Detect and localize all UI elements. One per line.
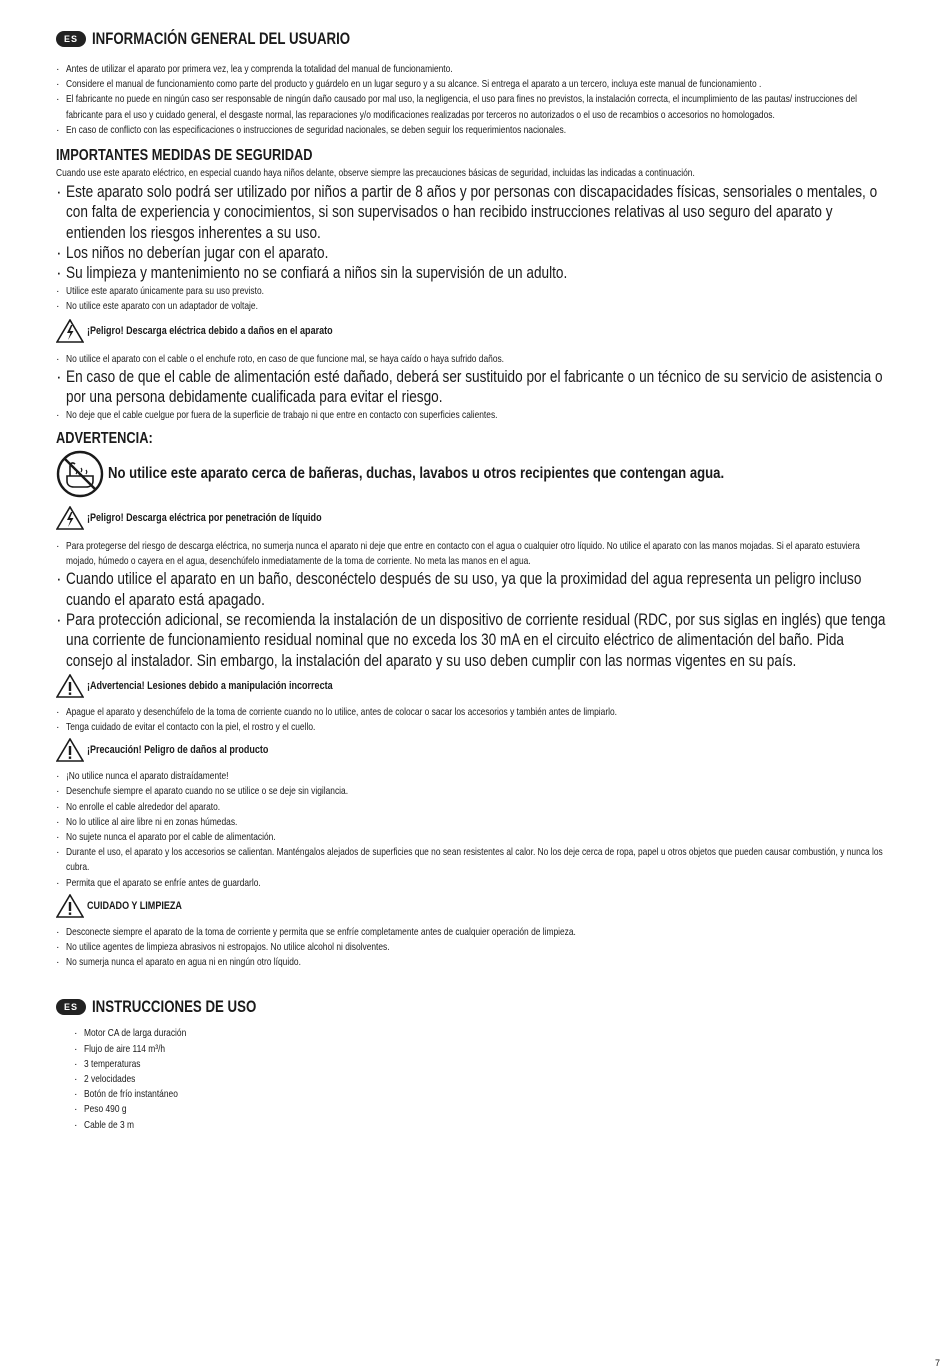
general-title: INFORMACIÓN GENERAL DEL USUARIO [92, 29, 351, 48]
care-cleaning: CUIDADO Y LIMPIEZA [56, 893, 891, 919]
features-list [56, 1026, 891, 1132]
caution-product: ¡Precaución! Peligro de daños al producto [56, 737, 891, 763]
usage-title: INSTRUCCIONES DE USO [92, 997, 257, 1017]
list-item: · No deje que el cable cuelgue por fuera de la superficie de trabajo ni que entre en contacto con superficies calientes. [56, 408, 891, 423]
list-item: · El fabricante no puede en ningún caso ser responsable de ningún daño causado por mal uso, la negligencia, el uso para fines no previstos, la instalación correcta, el incumplimiento de las pautas/ instrucciones del fabricante para el uso y cuidado general, el desgaste normal, las reparaciones y/o modificaciones realizadas por terceros no autorizados o el uso de recambios o accesorios no homologados. [56, 92, 891, 122]
care-list [56, 925, 891, 971]
list-item: · Para protegerse del riesgo de descarga eléctrica, no sumerja nunca el aparato ni deje que entre en contacto con el agua o cualquier otro líquido. No utilice el aparato con las manos mojadas. Si el aparato estuviera mojado, húmedo o cayera en el agua, desenchúfelo inmediatamente de la toma de corriente. No meta las manos en el agua. [56, 539, 891, 569]
list-item: · No sujete nunca el aparato por el cable de alimentación. [56, 830, 891, 845]
usage-header [56, 996, 891, 1018]
list-item: · No utilice agentes de limpieza abrasivos ni estropajos. No utilice alcohol ni disolventes. [56, 940, 891, 955]
list-item: · Flujo de aire 114 m³/h [74, 1042, 891, 1057]
warning-icon [56, 674, 84, 698]
danger1-list [56, 352, 891, 423]
list-item: · No utilice el aparato con el cable o el enchufe roto, en caso de que funcione mal, se haya caído o haya sufrido daños. [56, 352, 891, 367]
safety-title: IMPORTANTES MEDIDAS DE SEGURIDAD [56, 147, 313, 165]
list-item: · No sumerja nunca el aparato en agua ni en ningún otro líquido. [56, 955, 891, 970]
list-item: · Cuando utilice el aparato en un baño, desconéctelo después de su uso, ya que la proximidad del agua representa un peligro incluso cuando el aparato está apagado. [56, 569, 891, 610]
list-item: · Los niños no deberían jugar con el aparato. [56, 243, 891, 263]
page-number: 7 [934, 1358, 940, 1368]
list-item: · 2 velocidades [74, 1072, 891, 1087]
safety-intro: Cuando use este aparato eléctrico, en especial cuando haya niños delante, observe siempre las precauciones básicas de seguridad, incluidas las indicadas a continuación. [56, 167, 695, 180]
language-badge: ES [56, 999, 86, 1015]
list-item: · Botón de frío instantáneo [74, 1087, 891, 1102]
general-header [56, 28, 891, 50]
advertencia-title: ADVERTENCIA: [56, 429, 153, 447]
list-item: · Apague el aparato y desenchúfelo de la toma de corriente cuando no lo utilice, antes de colocar o sacar los accesorios y también antes de limpiarlo. [56, 705, 891, 720]
list-item: · Peso 490 g [74, 1102, 891, 1117]
warning-icon [56, 894, 84, 918]
manual-page [56, 28, 891, 1133]
language-badge: ES [56, 31, 86, 47]
caution-list [56, 769, 891, 891]
list-item: · No enrolle el cable alrededor del aparato. [56, 800, 891, 815]
list-item: · Tenga cuidado de evitar el contacto con la piel, el rostro y el cuello. [56, 720, 891, 735]
list-item: · Desenchufe siempre el aparato cuando no se utilice o se deje sin vigilancia. [56, 784, 891, 799]
general-list [56, 62, 891, 138]
list-item: · ¡No utilice nunca el aparato distraídamente! [56, 769, 891, 784]
list-item: · No lo utilice al aire libre ni en zonas húmedas. [56, 815, 891, 830]
list-item: · 3 temperaturas [74, 1057, 891, 1072]
list-item: · Permita que el aparato se enfríe antes de guardarlo. [56, 876, 891, 891]
list-item: · Cable de 3 m [74, 1118, 891, 1133]
list-item: · En caso de que el cable de alimentación esté dañado, deberá ser sustituido por el fabricante o un técnico de su servicio de asistencia o por una persona debidamente cualificada para evitar el riesgo. [56, 367, 891, 408]
danger-electric-liquid: ¡Peligro! Descarga eléctrica por penetración de líquido [56, 505, 891, 531]
danger2-list [56, 539, 891, 671]
no-bath-icon [56, 450, 104, 498]
warning-handling: ¡Advertencia! Lesiones debido a manipulación incorrecta [56, 673, 891, 699]
warning-icon [56, 738, 84, 762]
list-item: · Su limpieza y mantenimiento no se confiará a niños sin la supervisión de un adulto. [56, 263, 891, 283]
warning-list [56, 705, 891, 735]
list-item: · En caso de conflicto con las especificaciones o instrucciones de seguridad nacionales, se deben seguir los requerimientos nacionales. [56, 123, 891, 138]
list-item: · Motor CA de larga duración [74, 1026, 891, 1041]
list-item: · Desconecte siempre el aparato de la toma de corriente y permita que se enfríe completamente antes de cualquier operación de limpieza. [56, 925, 891, 940]
list-item: · Durante el uso, el aparato y los accesorios se calientan. Manténgalos alejados de superficies que no sean resistentes al calor. No los deje cerca de ropa, papel u otros objetos que pueden causar combustión, y nunca los cubra. [56, 845, 891, 875]
list-item: · Considere el manual de funcionamiento como parte del producto y guárdelo en un lugar seguro y a su alcance. Si entrega el aparato a un tercero, incluya este manual de funcionamiento . [56, 77, 891, 92]
list-item: · Utilice este aparato únicamente para su uso previsto. [56, 284, 891, 299]
list-item: · Antes de utilizar el aparato por primera vez, lea y comprenda la totalidad del manual de funcionamiento. [56, 62, 891, 77]
list-item: · Para protección adicional, se recomienda la instalación de un dispositivo de corriente residual (RDC, por sus siglas en inglés) que tenga una corriente de funcionamiento residual nominal que no exceda los 30 mA en el circuito eléctrico de alimentación del baño. Pida consejo al instalador. Sin embargo, la instalación del aparato y su uso deben cumplir con las normas vigentes en su país. [56, 610, 891, 671]
danger-electric-damage: ¡Peligro! Descarga eléctrica debido a daños en el aparato [56, 318, 891, 344]
safety-big-list [56, 182, 891, 283]
electric-hazard-icon [56, 319, 84, 343]
electric-hazard-icon [56, 506, 84, 530]
list-item: · Este aparato solo podrá ser utilizado por niños a partir de 8 años y por personas con discapacidades físicas, sensoriales o mentales, o con falta de experiencia y conocimientos, si son supervisados o han recibido instrucciones relativas al uso seguro del aparato y entienden los riesgos inherentes a su uso. [56, 182, 891, 243]
list-item: · No utilice este aparato con un adaptador de voltaje. [56, 299, 891, 314]
safety-small-list [56, 284, 891, 314]
advertencia-box: No utilice este aparato cerca de bañeras, duchas, lavabos u otros recipientes que contengan agua. [56, 449, 891, 499]
